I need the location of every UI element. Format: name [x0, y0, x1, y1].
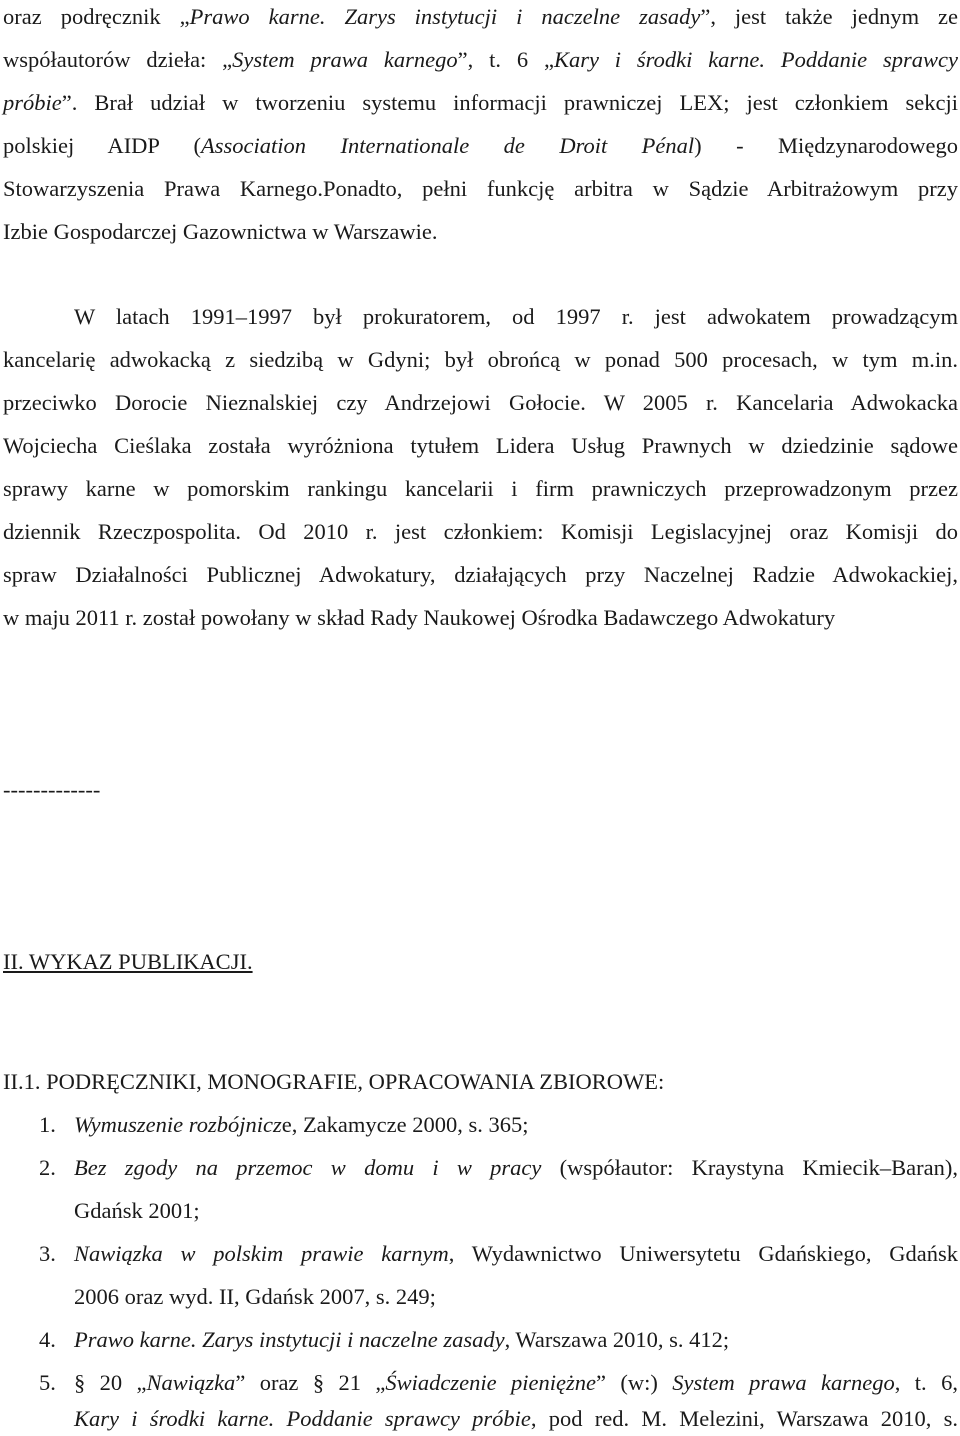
publication-text: Bez zgody na przemoc w domu i w pracy (współautor: Kraystyna Kmiecik–Baran), — [74, 1155, 958, 1180]
bio-p1-line-6: Izbie Gospodarczej Gazownictwa w Warszawie. — [3, 219, 438, 244]
publication-text-continued: 2006 oraz wyd. II, Gdańsk 2007, s. 249; — [74, 1284, 436, 1309]
publication-text: Nawiązka w polskim prawie karnym, Wydawnictwo Uniwersytetu Gdańskiego, Gdańsk — [74, 1241, 958, 1266]
publication-number: 4. — [39, 1327, 56, 1352]
publication-text: § 20 „Nawiązka” oraz § 21 „Świadczenie pieniężne” (w:) System prawa karnego, t. 6, — [74, 1370, 958, 1395]
publication-text-continued: Kary i środki karne. Poddanie sprawcy próbie, pod red. M. Melezini, Warszawa 2010, s. — [74, 1406, 958, 1431]
bio-p2-line-6: dziennik Rzeczpospolita. Od 2010 r. jest członkiem: Komisji Legislacyjnej oraz Komisji do — [3, 519, 958, 544]
bio-p1-line-1: oraz podręcznik „Prawo karne. Zarys instytucji i naczelne zasady”, jest także jednym ze — [3, 4, 959, 29]
publication-text-continued: Gdańsk 2001; — [74, 1198, 200, 1223]
separator: ------------- — [3, 777, 101, 802]
bio-p1-line-3: próbie”. Brał udział w tworzeniu systemu informacji prawniczej LEX; jest członkiem sekcji — [3, 90, 958, 115]
bio-p2-line-4: Wojciecha Cieślaka została wyróżniona tytułem Lidera Usług Prawnych w dziedzinie sądowe — [3, 433, 958, 458]
publication-number: 3. — [39, 1241, 56, 1266]
bio-p2-line-8: w maju 2011 r. został powołany w skład Rady Naukowej Ośrodka Badawczego Adwokatury — [3, 605, 836, 630]
bio-p1-line-4: polskiej AIDP (Association Internationale de Droit Pénal) - Międzynarodowego — [3, 133, 958, 158]
publication-text: Prawo karne. Zarys instytucji i naczelne zasady, Warszawa 2010, s. 412; — [74, 1327, 730, 1352]
bio-p2-line-7: spraw Działalności Publicznej Adwokatury, działających przy Naczelnej Radzie Adwokackiej, — [3, 562, 958, 587]
bio-p1-line-2: współautorów dzieła: „System prawa karnego”, t. 6 „Kary i środki karne. Poddanie sprawcy — [3, 47, 958, 72]
bio-p2-line-1: W latach 1991–1997 był prokuratorem, od 1997 r. jest adwokatem prowadzącym — [74, 304, 958, 329]
publication-number: 1. — [39, 1112, 56, 1137]
section-heading: II. WYKAZ PUBLIKACJI. — [3, 949, 253, 974]
publication-number: 2. — [39, 1155, 56, 1180]
bio-p1-line-5: Stowarzyszenia Prawa Karnego.Ponadto, pełni funkcję arbitra w Sądzie Arbitrażowym przy — [3, 176, 958, 201]
bio-p2-line-5: sprawy karne w pomorskim rankingu kancelarii i firm prawniczych przeprowadzonym przez — [3, 476, 958, 501]
publication-number: 5. — [39, 1370, 56, 1395]
bio-p2-line-3: przeciwko Dorocie Nieznalskiej czy Andrzejowi Gołocie. W 2005 r. Kancelaria Adwokacka — [3, 390, 958, 415]
publication-text: Wymuszenie rozbójnicze, Zakamycze 2000, s. 365; — [74, 1112, 529, 1137]
bio-p2-line-2: kancelarię adwokacką z siedzibą w Gdyni; był obrońcą w ponad 500 procesach, w tym m.in. — [3, 347, 958, 372]
subsection-heading: II.1. PODRĘCZNIKI, MONOGRAFIE, OPRACOWANIA ZBIOROWE: — [3, 1069, 665, 1094]
